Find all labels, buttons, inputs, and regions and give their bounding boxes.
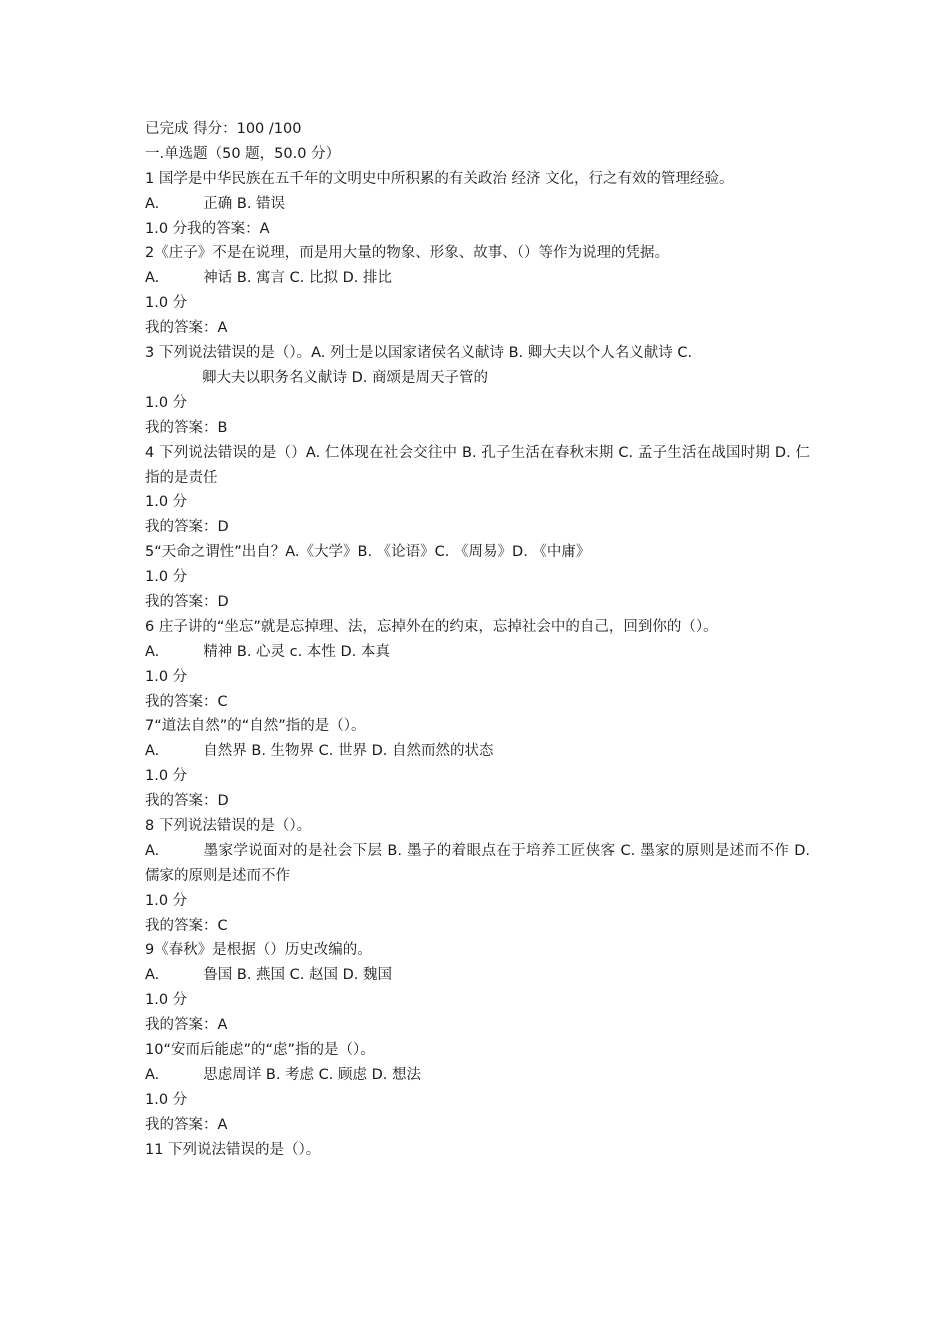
question-10-answer: 我的答案：A bbox=[145, 1116, 228, 1133]
question-4-score: 1.0 分 bbox=[145, 494, 188, 511]
question-7-options bbox=[145, 739, 810, 764]
question-10-score: 1.0 分 bbox=[145, 1091, 188, 1108]
option-text: 墨家学说面对的是社会下层 B. 墨子的着眼点在于培养工匠侠客 C. 墨家的原则是述而不作 D. 儒家的原则是述而不作 bbox=[145, 842, 810, 884]
question-3-stem-line2: 卿大夫以职务名义献诗 D. 商颂是周天子管的 bbox=[202, 369, 488, 386]
question-2-options bbox=[145, 266, 810, 291]
question-7-answer: 我的答案：D bbox=[145, 793, 229, 810]
document-page bbox=[145, 117, 810, 1163]
section-title: 一.单选题（50 题，50.0 分） bbox=[145, 145, 341, 162]
question-2-score: 1.0 分 bbox=[145, 295, 188, 312]
question-10-stem: 10“安而后能虑”的“虑”指的是（）。 bbox=[145, 1042, 375, 1059]
question-3-answer: 我的答案：B bbox=[145, 419, 228, 436]
question-8-stem: 8 下列说法错误的是（）。 bbox=[145, 818, 312, 834]
option-prefix: A. bbox=[145, 967, 160, 984]
question-5-stem: 5“天命之谓性”出自？A.《大学》B. 《论语》C. 《周易》D. 《中庸》 bbox=[145, 544, 591, 561]
option-text: 自然界 B. 生物界 C. 世界 D. 自然而然的状态 bbox=[203, 743, 494, 760]
question-3-stem: 3 下列说法错误的是（）。A. 列士是以国家诸侯名义献诗 B. 卿大夫以个人名义献诗 C. bbox=[145, 345, 693, 362]
question-2-answer: 我的答案：A bbox=[145, 320, 228, 337]
question-7-score: 1.0 分 bbox=[145, 768, 188, 785]
question-2-stem: 2《庄子》不是在说理，而是用大量的物象、形象、故事、（）等作为说理的凭据。 bbox=[145, 245, 669, 262]
question-1-stem: 1 国学是中华民族在五千年的文明史中所积累的有关政治 经济 文化，行之有效的管理经验。 bbox=[145, 170, 734, 187]
option-prefix: A. bbox=[145, 842, 160, 859]
question-1-options bbox=[145, 192, 810, 217]
question-4-stem: 4 下列说法错误的是（）A. 仁体现在社会交往中 B. 孔子生活在春秋末期 C. 孟子生活在战国时期 D. 仁指的是责任 bbox=[145, 444, 810, 486]
option-prefix: A. bbox=[145, 643, 160, 660]
question-6-options bbox=[145, 640, 810, 665]
question-6-answer: 我的答案：C bbox=[145, 693, 228, 710]
question-4-answer: 我的答案：D bbox=[145, 519, 229, 536]
question-6-stem: 6 庄子讲的“坐忘”就是忘掉理、法，忘掉外在的约束，忘掉社会中的自己，回到你的（）。 bbox=[145, 618, 718, 635]
option-text: 精神 B. 心灵 c. 本性 D. 本真 bbox=[203, 643, 390, 660]
question-10-options bbox=[145, 1063, 810, 1088]
question-11-stem: 11 下列说法错误的是（）。 bbox=[145, 1141, 321, 1158]
question-5-score: 1.0 分 bbox=[145, 569, 188, 586]
option-text: 神话 B. 寓言 C. 比拟 D. 排比 bbox=[203, 270, 392, 287]
question-5-answer: 我的答案：D bbox=[145, 593, 229, 610]
option-prefix: A. bbox=[145, 1066, 160, 1083]
question-1-score-answer: 1.0 分我的答案：A bbox=[145, 220, 270, 237]
option-prefix: A. bbox=[145, 743, 160, 760]
question-9-stem: 9《春秋》是根据（）历史改编的。 bbox=[145, 942, 372, 959]
question-9-answer: 我的答案：A bbox=[145, 1017, 228, 1034]
question-3-stem-continued bbox=[145, 366, 810, 391]
question-8-score: 1.0 分 bbox=[145, 892, 188, 909]
question-7-stem: 7“道法自然”的“自然”指的是（）。 bbox=[145, 718, 366, 735]
question-8-answer: 我的答案：C bbox=[145, 917, 228, 934]
completion-status: 已完成 得分：100 /100 bbox=[145, 121, 302, 137]
question-9-options bbox=[145, 963, 810, 988]
option-text: 思虑周详 B. 考虑 C. 顾虑 D. 想法 bbox=[203, 1066, 421, 1083]
question-9-score: 1.0 分 bbox=[145, 992, 188, 1009]
option-prefix: A. bbox=[145, 195, 160, 212]
option-text: 鲁国 B. 燕国 C. 赵国 D. 魏国 bbox=[203, 967, 392, 984]
option-text: 正确 B. 错误 bbox=[203, 195, 286, 212]
option-prefix: A. bbox=[145, 270, 160, 287]
question-8-options bbox=[145, 839, 810, 889]
question-6-score: 1.0 分 bbox=[145, 668, 188, 685]
question-3-score: 1.0 分 bbox=[145, 394, 188, 411]
